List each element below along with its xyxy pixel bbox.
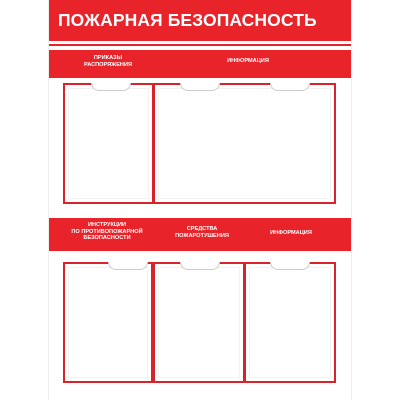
board-title: ПОЖАРНАЯ БЕЗОПАСНОСТЬ [58,10,317,30]
pocket-tab [270,83,310,91]
top-label-orders: ПРИКАЗЫ РАСПОРЯЖЕНИЯ [83,55,133,68]
top-label-information: ИНФОРМАЦИЯ [227,58,269,64]
pocket-tab [270,262,310,270]
pocket-orders [63,83,154,204]
bottom-label-extinguishing: СРЕДСТВА ПОЖАРОТУШЕНИЯ [175,226,229,239]
pocket-information [244,262,336,383]
pocket-tab [91,83,131,91]
pocket-tab [180,83,220,91]
pocket-information-wide [153,83,336,204]
pocket-tab [180,262,220,270]
pocket-extinguishing [153,262,245,383]
bottom-label-instructions: ИНСТРУКЦИИ ПО ПРОТИВОПОЖАРНОЙ БЕЗОПАСНОСТИ [71,222,143,242]
bottom-label-information: ИНФОРМАЦИЯ [270,230,312,236]
pocket-instructions [63,262,153,383]
title-divider [49,44,351,46]
pocket-tab [108,262,148,270]
